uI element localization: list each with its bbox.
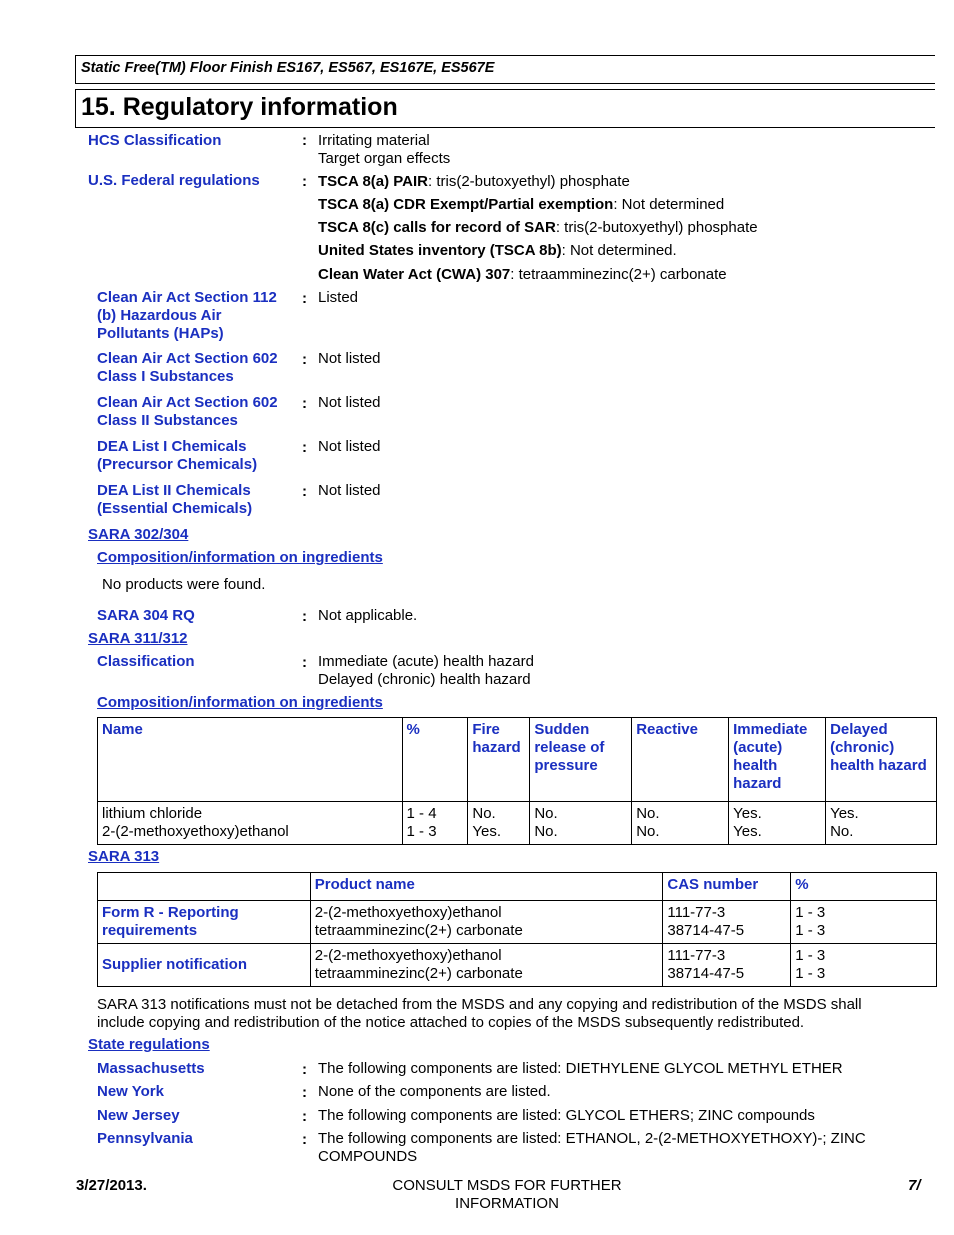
column-header: Immediate (acute) health hazard [729,718,826,802]
table-cell: 2-(2-methoxyethoxy)ethanol tetraamminezinc(2+) carbonate [310,901,663,944]
colon: : [302,395,307,412]
sara311-table [97,717,937,845]
colon: : [302,439,307,456]
document-header [75,55,935,84]
colon: : [302,654,307,671]
caa112-label: Clean Air Act Section 112 (b) Hazardous Air Pollutants (HAPs) [97,289,277,342]
column-header: Name [98,718,403,802]
federal-item: Clean Water Act (CWA) 307: tetraamminezinc(2+) carbonate [318,266,727,283]
sara302-heading: SARA 302/304 [88,526,189,543]
table-header-row [98,718,937,802]
sara304rq-value: Not applicable. [318,607,418,624]
table-cell: 111-77-3 38714-47-5 [663,944,791,987]
product-title: Static Free(TM) Floor Finish ES167, ES567, ES167E, ES567E [81,60,495,76]
dea-list2-value: Not listed [318,482,381,499]
caa602-class1-value: Not listed [318,350,381,367]
column-header: Delayed (chronic) health hazard [826,718,937,802]
row-label: Form R - Reporting requirements [98,901,311,944]
table-cell: 111-77-3 38714-47-5 [663,901,791,944]
dea-list1-value: Not listed [318,438,381,455]
dea-list1-label: DEA List I Chemicals (Precursor Chemicals) [97,438,258,473]
federal-item: TSCA 8(c) calls for record of SAR: tris(2-butoxyethyl) phosphate [318,219,758,236]
table-cell: No. No. [530,802,632,845]
colon: : [302,1084,307,1101]
table-row [98,944,937,987]
colon: : [302,1061,307,1078]
column-header: % [402,718,468,802]
footer-date: 3/27/2013. [76,1177,147,1194]
hcs-label: HCS Classification [88,132,222,149]
row-label: Supplier notification [98,944,311,987]
column-header: Sudden release of pressure [530,718,632,802]
hcs-line2: Target organ effects [318,150,451,167]
colon: : [302,608,307,625]
table-cell: 1 - 3 1 - 3 [791,901,937,944]
caa602-class2-value: Not listed [318,394,381,411]
state-value-pennsylvania: The following components are listed: ETHANOL, 2-(2-METHOXYETHOXY)-; ZINC COMPOUNDS [318,1130,866,1165]
state-value-massachusetts: The following components are listed: DIETHYLENE GLYCOL METHYL ETHER [318,1060,843,1077]
colon: : [302,351,307,368]
table-cell: lithium chloride 2-(2-methoxyethoxy)ethanol [98,802,403,845]
state-label-pennsylvania: Pennsylvania [97,1130,193,1147]
state-label-new-jersey: New Jersey [97,1107,180,1124]
sara311-subheading: Composition/information on ingredients [97,694,383,711]
sara304rq-label: SARA 304 RQ [97,607,195,624]
federal-label: U.S. Federal regulations [88,172,260,189]
footer-center: CONSULT MSDS FOR FURTHER INFORMATION [392,1177,622,1212]
state-value-new-jersey: The following components are listed: GLYCOL ETHERS; ZINC compounds [318,1107,815,1124]
sara313-heading: SARA 313 [88,848,160,865]
state-label-massachusetts: Massachusetts [97,1060,205,1077]
section-title: 15. Regulatory information [81,93,398,121]
column-header: Product name [310,873,663,901]
table-row [98,901,937,944]
sara302-subheading: Composition/information on ingredients [97,549,383,566]
section-header [75,89,935,128]
caa602-class2-label: Clean Air Act Section 602 Class II Substances [97,394,278,429]
colon: : [302,1108,307,1125]
colon: : [302,483,307,500]
state-value-new-york: None of the components are listed. [318,1083,551,1100]
table-header-row [98,873,937,901]
table-cell: Yes. Yes. [729,802,826,845]
federal-item: TSCA 8(a) CDR Exempt/Partial exemption: Not determined [318,196,725,213]
sara311-class-line2: Delayed (chronic) health hazard [318,671,531,688]
column-header: Reactive [632,718,729,802]
state-label-new-york: New York [97,1083,164,1100]
column-header: CAS number [663,873,791,901]
caa112-value: Listed [318,289,359,306]
empty-header-cell [98,873,311,901]
hcs-line1: Irritating material [318,132,430,149]
colon: : [302,132,307,149]
sara311-classification-label: Classification [97,653,195,670]
dea-list2-label: DEA List II Chemicals (Essential Chemicals) [97,482,253,517]
table-cell: No. No. [632,802,729,845]
colon: : [302,290,307,307]
column-header: % [791,873,937,901]
sara311-class-line1: Immediate (acute) health hazard [318,653,534,670]
table-row [98,802,937,845]
sara313-note-line1: SARA 313 notifications must not be detached from the MSDS and any copying and redistribution of the MSDS shall [97,996,862,1013]
sara302-none: No products were found. [102,576,266,593]
table-cell: 2-(2-methoxyethoxy)ethanol tetraamminezinc(2+) carbonate [310,944,663,987]
state-heading: State regulations [88,1036,210,1053]
caa602-class1-label: Clean Air Act Section 602 Class I Substances [97,350,278,385]
federal-item: TSCA 8(a) PAIR: tris(2-butoxyethyl) phosphate [318,173,630,190]
table-cell: 1 - 3 1 - 3 [791,944,937,987]
footer-page: 7/ [908,1177,921,1194]
sara313-table [97,872,937,987]
table-cell: 1 - 4 1 - 3 [402,802,468,845]
table-cell: No. Yes. [468,802,530,845]
column-header: Fire hazard [468,718,530,802]
colon: : [302,1131,307,1148]
sara311-heading: SARA 311/312 [88,630,188,647]
table-cell: Yes. No. [826,802,937,845]
sara313-note-line2: include copying and redistribution of the notice attached to copies of the MSDS subsequently redistributed. [97,1014,805,1031]
federal-item: United States inventory (TSCA 8b): Not determined. [318,242,677,259]
colon: : [302,173,307,190]
